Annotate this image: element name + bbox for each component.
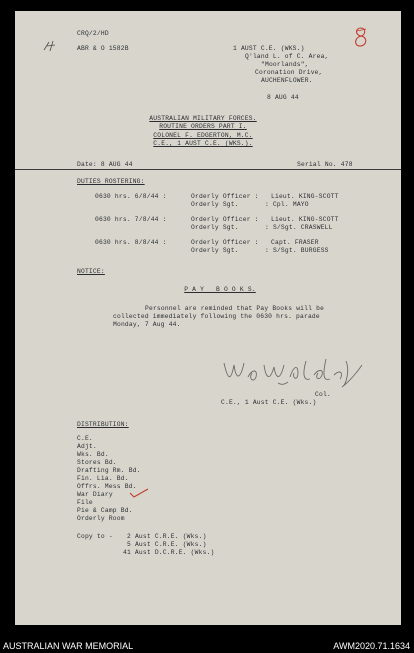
- copy-to-item-3: 41 Aust D.C.R.E. (Wks.): [123, 549, 215, 556]
- serial-number: Serial No. 478: [297, 161, 353, 168]
- address-line-1: Q'land L. of C. Area,: [245, 53, 329, 60]
- distribution-item: Offrs. Mess Bd.: [77, 483, 137, 490]
- unit-name: 1 AUST C.E. (WKS.): [233, 45, 305, 52]
- address-line-3: Coronation Drive,: [255, 69, 323, 76]
- distribution-item: Drafting Rm. Bd.: [77, 467, 141, 474]
- address-line-4: AUCHENFLOWER.: [261, 77, 313, 84]
- date-field: Date: 8 AUG 44: [77, 161, 133, 168]
- red-pencil-mark: [351, 25, 371, 49]
- duty-sgt-name-1: : Cpl. MAYO: [265, 201, 309, 208]
- distribution-item: Fin. Lia. Bd.: [77, 475, 129, 482]
- distribution-item: Pie & Camp Bd.: [77, 507, 133, 514]
- distribution-item: C.E.: [77, 435, 93, 442]
- notice-line-3: Monday, 7 Aug 44.: [113, 321, 181, 328]
- copy-to-item-2: 5 Aust C.R.E. (Wks.): [127, 541, 207, 548]
- document-page: [15, 11, 401, 625]
- notice-line-2: collected immediately following the 0630 hrs. parade: [113, 313, 320, 320]
- address-line-2: "Moorlands",: [261, 61, 309, 68]
- archive-footer: [0, 638, 414, 653]
- duty-role-sgt-2: Orderly Sgt.: [191, 224, 239, 231]
- distribution-item: Adjt.: [77, 443, 97, 450]
- duty-sgt-name-3: : S/Sgt. BURGESS: [265, 247, 329, 254]
- footer-catalog-id: AWM2020.71.1634: [333, 641, 410, 651]
- distribution-heading: DISTRIBUTION:: [77, 421, 129, 428]
- notice-line-1: Personnel are reminded that Pay Books will be: [145, 305, 325, 312]
- divider-line: [15, 169, 401, 170]
- distribution-item: War Diary: [77, 491, 113, 498]
- distribution-item: Stores Bd.: [77, 459, 117, 466]
- handwritten-signature: [218, 351, 368, 391]
- pen-mark-icon: [41, 36, 63, 56]
- notice-subject: P A Y B O O K S.: [184, 286, 256, 293]
- duty-time-2: 0630 hrs. 7/8/44 :: [95, 216, 167, 223]
- signature-title: C.E., 1 Aust C.E. (Wks.): [221, 399, 317, 406]
- footer-institution: AUSTRALIAN WAR MEMORIAL: [3, 641, 134, 651]
- notice-heading: NOTICE:: [77, 268, 105, 275]
- duty-officer-name-1: Lieut. KING-SCOTT: [271, 193, 339, 200]
- title-line-4: C.E., 1 AUST C.E. (WKS.).: [153, 140, 253, 147]
- title-line-3: COLONEL F. EDGERTON, M.C.: [153, 132, 253, 139]
- duty-role-officer-1: Orderly Officer :: [191, 193, 259, 200]
- distribution-item: File: [77, 499, 93, 506]
- title-line-2: ROUTINE ORDERS PART I.: [159, 123, 247, 130]
- duty-role-officer-2: Orderly Officer :: [191, 216, 259, 223]
- title-line-1: AUSTRALIAN MILITARY FORCES.: [149, 115, 257, 122]
- red-tick-mark: [128, 487, 150, 499]
- copy-to-item-1: 2 Aust C.R.E. (Wks.): [127, 533, 207, 540]
- duty-time-3: 0630 hrs. 8/8/44 :: [95, 239, 167, 246]
- duty-officer-name-2: Lieut. KING-SCOTT: [271, 216, 339, 223]
- distribution-item: Wks. Bd.: [77, 451, 109, 458]
- signature-rank: Col.: [315, 391, 331, 398]
- file-reference: CRQ/2/HD: [77, 30, 109, 37]
- duty-sgt-name-2: : S/Sgt. CRASWELL: [265, 224, 333, 231]
- distribution-item: Orderly Room: [77, 515, 125, 522]
- issue-date: 8 AUG 44: [267, 94, 299, 101]
- copy-to-label: Copy to -: [77, 533, 113, 540]
- duty-time-1: 0630 hrs. 6/8/44 :: [95, 193, 167, 200]
- duty-role-officer-3: Orderly Officer :: [191, 239, 259, 246]
- reference-number: ABR & O 1582B: [77, 45, 129, 52]
- duty-role-sgt-3: Orderly Sgt.: [191, 247, 239, 254]
- duty-officer-name-3: Capt. FRASER: [271, 239, 319, 246]
- duties-heading: DUTIES ROSTERING:: [77, 178, 145, 185]
- duty-role-sgt-1: Orderly Sgt.: [191, 201, 239, 208]
